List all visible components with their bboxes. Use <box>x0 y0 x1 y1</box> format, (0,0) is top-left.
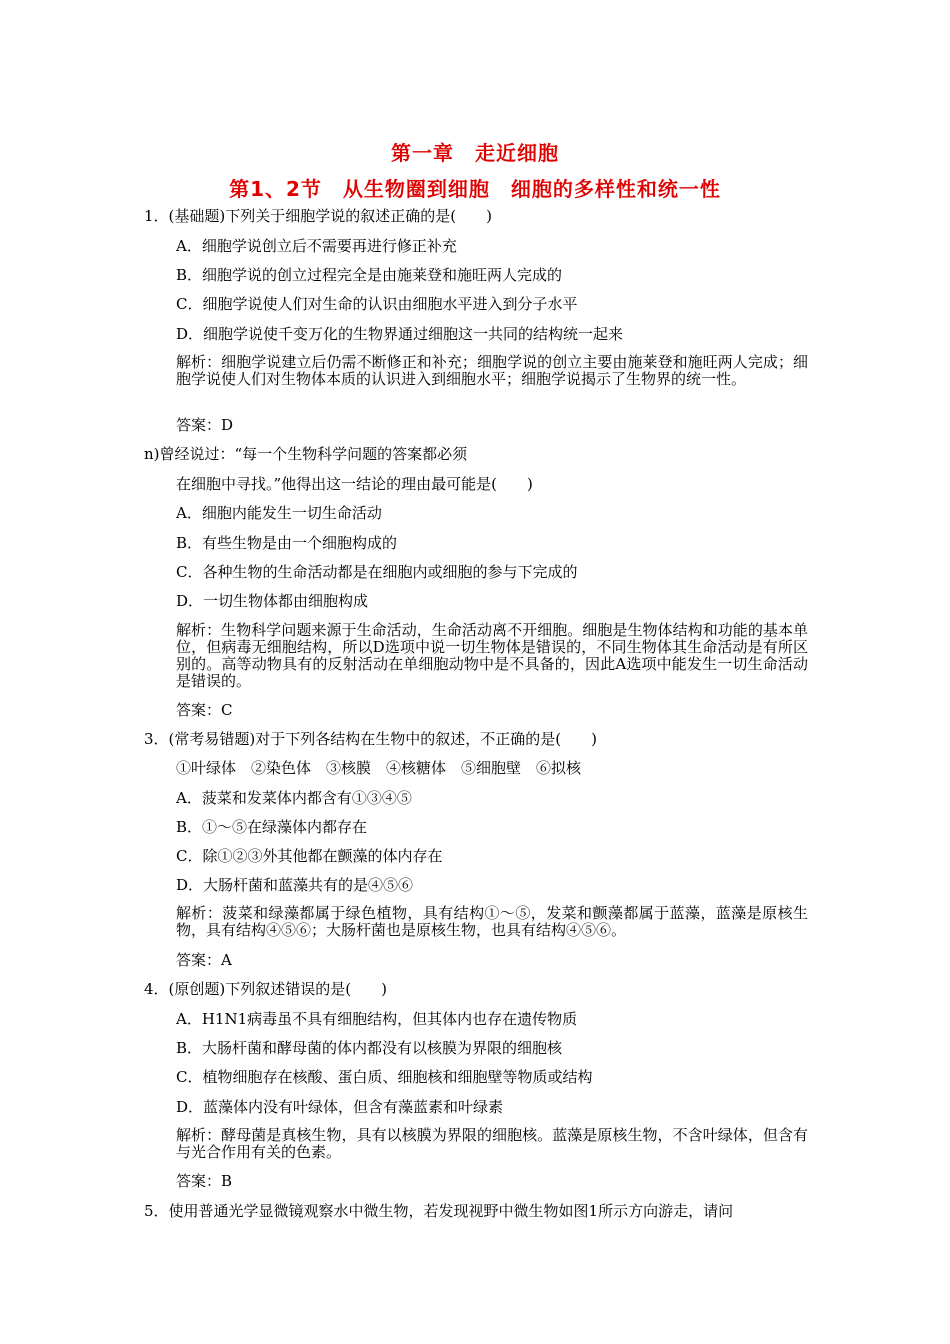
q1-stem: 1．(基础题)下列关于细胞学说的叙述正确的是( ) <box>144 207 492 225</box>
q3-items: ①叶绿体 ②染色体 ③核膜 ④核糖体 ⑤细胞壁 ⑥拟核 <box>176 759 582 777</box>
q2-analysis: 解析：生物科学问题来源于生命活动，生命活动离不开细胞。细胞是生物体结构和功能的基本单位，但病毒无细胞结构，所以D选项中说一切生物体是错误的，不同生物体其生命活动是有所区别的。高等动物具有的反射活动在单细胞动物中是不具备的，因此A选项中能发生一切生命活动是错误的。 <box>176 621 808 690</box>
q4-analysis: 解析：酵母菌是真核生物，具有以核膜为界限的细胞核。蓝藻是原核生物，不含叶绿体，但含有与光合作用有关的色素。 <box>176 1126 808 1161</box>
q4-option-c: C．植物细胞存在核酸、蛋白质、细胞核和细胞壁等物质或结构 <box>176 1068 593 1086</box>
q4-answer: 答案：B <box>176 1172 233 1190</box>
q2-option-b: B．有些生物是由一个细胞构成的 <box>176 534 398 552</box>
q2-answer: 答案：C <box>176 701 233 719</box>
q4-option-b: B．大肠杆菌和酵母菌的体内都没有以核膜为界限的细胞核 <box>176 1039 563 1057</box>
q2-stem-line1: n)曾经说过：“每一个生物科学问题的答案都必须 <box>144 445 468 463</box>
section-title: 第1、2节 从生物圈到细胞 细胞的多样性和统一性 <box>229 177 721 201</box>
q4-option-a: A．H1N1病毒虽不具有细胞结构，但其体内也存在遗传物质 <box>176 1010 578 1028</box>
q1-option-a: A．细胞学说创立后不需要再进行修正补充 <box>176 237 457 255</box>
q1-option-b: B．细胞学说的创立过程完全是由施莱登和施旺两人完成的 <box>176 266 563 284</box>
q3-stem: 3．(常考易错题)对于下列各结构在生物中的叙述，不正确的是( ) <box>144 730 597 748</box>
q3-option-d: D．大肠杆菌和蓝藻共有的是④⑤⑥ <box>176 876 414 894</box>
q1-option-d: D．细胞学说使千变万化的生物界通过细胞这一共同的结构统一起来 <box>176 325 624 343</box>
q5-stem: 5．使用普通光学显微镜观察水中微生物，若发现视野中微生物如图1所示方向游走，请问 <box>144 1202 734 1220</box>
chapter-title: 第一章 走近细胞 <box>391 141 559 165</box>
q3-option-b: B．①～⑤在绿藻体内都存在 <box>176 818 368 836</box>
q3-option-c: C．除①②③外其他都在颤藻的体内存在 <box>176 847 443 865</box>
q2-option-a: A．细胞内能发生一切生命活动 <box>176 504 382 522</box>
q3-analysis: 解析：菠菜和绿藻都属于绿色植物，具有结构①～⑤，发菜和颤藻都属于蓝藻，蓝藻是原核生物，具有结构④⑤⑥；大肠杆菌也是原核生物，也具有结构④⑤⑥。 <box>176 904 808 939</box>
q4-stem: 4．(原创题)下列叙述错误的是( ) <box>144 980 387 998</box>
q1-answer: 答案：D <box>176 416 234 434</box>
q4-option-d: D．蓝藻体内没有叶绿体，但含有藻蓝素和叶绿素 <box>176 1098 504 1116</box>
q1-option-c: C．细胞学说使人们对生命的认识由细胞水平进入到分子水平 <box>176 295 578 313</box>
q2-stem-line2: 在细胞中寻找。”他得出这一结论的理由最可能是( ) <box>176 475 533 493</box>
q1-analysis: 解析：细胞学说建立后仍需不断修正和补充；细胞学说的创立主要由施莱登和施旺两人完成；细胞学说使人们对生物体本质的认识进入到细胞水平；细胞学说揭示了生物界的统一性。 <box>176 353 808 388</box>
q2-option-d: D．一切生物体都由细胞构成 <box>176 592 369 610</box>
q3-answer: 答案：A <box>176 951 232 969</box>
q3-option-a: A．菠菜和发菜体内都含有①③④⑤ <box>176 789 412 807</box>
q2-option-c: C．各种生物的生命活动都是在细胞内或细胞的参与下完成的 <box>176 563 578 581</box>
